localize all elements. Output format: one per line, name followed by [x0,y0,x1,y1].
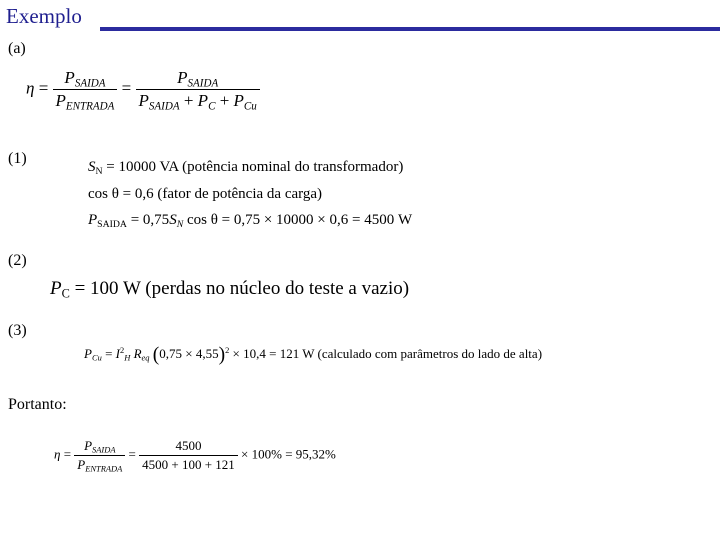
final-fraction-symbolic: $\frac{P_{SAIDA}}{P_{ENTRADA}}$ [74,438,125,473]
label-2: (2) [8,252,27,269]
final-fraction-numeric: $\frac{4500}{4500 + 100 + 121}$ [139,438,238,473]
title-rule [100,27,720,31]
copper-loss-line: $P_{Cu} = I^2_H$ $R_{eq}$ $(0,75 \times 4,55)^2 \times 10,4 = 121$ W (calculado com parâmetros do lado de alta) [84,344,543,366]
label-3: (3) [8,322,27,339]
rated-power-line: $S_N = 10000$ VA (potência nominal do transformador) [88,159,404,177]
page-title: Exemplo [6,4,82,28]
fraction-out-losses: $\frac{P_{SAIDA}}{P_{SAIDA} + P_C + P_{Cu}}$ [136,68,260,111]
output-power-line: $P_{SAIDA} = 0,75S_N$ cos θ = 0,75 × 10000 × 0,6 = 4500 W [88,212,413,230]
efficiency-formula: η = $\frac{P_{SAIDA}}{P_{ENTRADA}}$ = $\frac{P_{SAIDA}}{P_{SAIDA} + P_C + P_{Cu}}$ [26,68,260,111]
power-factor-line: cos θ = 0,6 (fator de potência da carga) [88,186,323,202]
eta-symbol: η [26,78,35,98]
label-portanto: Portanto: [8,396,67,413]
label-1: (1) [8,150,27,167]
core-loss-line: $P_C = 100$ W (perdas no núcleo do teste a vazio) [50,278,410,301]
final-efficiency-formula: η = $\frac{P_{SAIDA}}{P_{ENTRADA}}$ = $\frac{4500}{4500 + 100 + 121}$ × 100% = 95,32% [54,438,336,474]
label-a: (a) [8,40,26,57]
fraction-out-in: $\frac{P_{SAIDA}}{P_{ENTRADA}}$ [53,68,118,111]
